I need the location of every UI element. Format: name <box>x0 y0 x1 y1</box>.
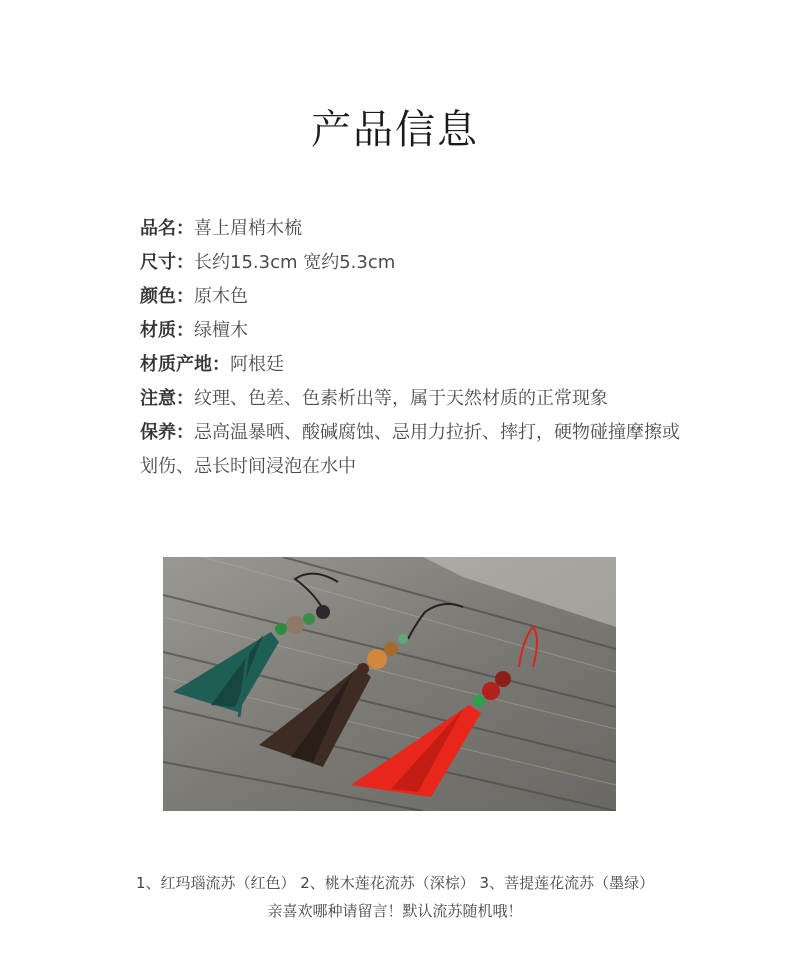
spec-label: 尺寸： <box>140 252 194 273</box>
page-title: 产品信息 <box>311 107 479 153</box>
spec-value: 纹理、色差、色素析出等，属于天然材质的正常现象 <box>194 388 608 409</box>
spec-row-name <box>140 212 680 246</box>
spec-row-notice <box>140 382 680 416</box>
caption-variants: 1、红玛瑙流苏（红色） 2、桃木莲花流苏（深棕） 3、菩提莲花流苏（墨绿） <box>135 874 655 892</box>
spec-label: 注意： <box>140 388 194 409</box>
spec-value: 绿檀木 <box>194 320 248 341</box>
product-spec-list <box>140 212 680 484</box>
product-photo <box>163 557 616 811</box>
spec-row-color <box>140 280 680 314</box>
tassels-illustration <box>163 557 616 811</box>
spec-value: 喜上眉梢木梳 <box>194 218 302 239</box>
spec-row-origin <box>140 348 680 382</box>
caption-note: 亲喜欢哪种请留言！默认流苏随机哦！ <box>267 902 523 920</box>
spec-label: 颜色： <box>140 286 194 307</box>
spec-label: 品名： <box>140 218 194 239</box>
spec-row-size <box>140 246 680 280</box>
spec-label: 保养： <box>140 422 194 443</box>
spec-value: 长约15.3cm 宽约5.3cm <box>194 252 396 273</box>
spec-value: 忌高温暴晒、酸碱腐蚀、忌用力拉折、摔打，硬物碰撞摩擦或划伤、忌长时间浸泡在水中 <box>140 422 680 477</box>
spec-value: 原木色 <box>194 286 248 307</box>
spec-row-care <box>140 416 680 484</box>
spec-row-material <box>140 314 680 348</box>
spec-value: 阿根廷 <box>230 354 284 375</box>
spec-label: 材质： <box>140 320 194 341</box>
spec-label: 材质产地： <box>140 354 230 375</box>
